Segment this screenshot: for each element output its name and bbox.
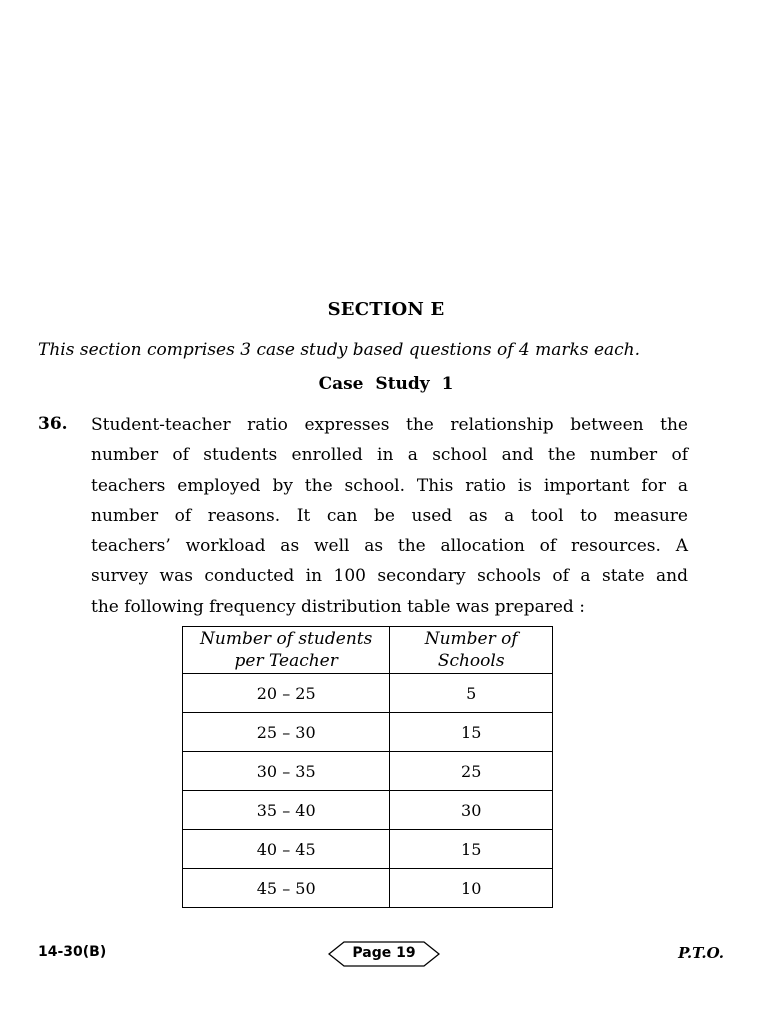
page-number-label: Page 19 xyxy=(352,945,416,961)
frequency-cell: 10 xyxy=(390,869,553,908)
frequency-table xyxy=(182,626,553,908)
table-row xyxy=(183,830,553,869)
class-interval-cell: 25 – 30 xyxy=(183,713,390,752)
class-interval-cell: 30 – 35 xyxy=(183,752,390,791)
question-line: number of reasons. It can be used as a tool to measure xyxy=(91,505,688,526)
header-line: per Teacher xyxy=(234,651,338,671)
header-students-per-teacher xyxy=(183,627,390,674)
question-line: teachers employed by the school. This ratio is important for a xyxy=(91,475,688,496)
header-line: Number of xyxy=(424,629,518,649)
table-row xyxy=(183,791,553,830)
pto-label: P.T.O. xyxy=(678,944,724,962)
frequency-cell: 15 xyxy=(390,713,553,752)
table-row xyxy=(183,752,553,791)
class-interval-cell: 35 – 40 xyxy=(183,791,390,830)
table-header-row xyxy=(183,627,553,674)
class-interval-cell: 45 – 50 xyxy=(183,869,390,908)
frequency-cell: 15 xyxy=(390,830,553,869)
header-line: Number of students xyxy=(200,629,373,649)
question-line: the following frequency distribution table was prepared : xyxy=(91,596,585,617)
frequency-cell: 30 xyxy=(390,791,553,830)
table-row xyxy=(183,713,553,752)
case-study-title: Case Study 1 xyxy=(318,374,454,394)
section-title: SECTION E xyxy=(327,299,445,320)
question-line: teachers’ workload as well as the allocation of resources. A xyxy=(91,536,688,557)
class-interval-cell: 40 – 45 xyxy=(183,830,390,869)
frequency-cell: 25 xyxy=(390,752,553,791)
frequency-cell: 5 xyxy=(390,674,553,713)
question-text xyxy=(91,410,688,622)
class-interval-cell: 20 – 25 xyxy=(183,674,390,713)
section-intro: This section comprises 3 case study based questions of 4 marks each. xyxy=(38,340,641,360)
header-line: Schools xyxy=(437,651,505,671)
question-number: 36. xyxy=(38,414,68,434)
paper-code: 14-30(B) xyxy=(38,944,107,960)
question-line: number of students enrolled in a school and the number of xyxy=(91,445,688,466)
page-number-badge xyxy=(328,940,440,968)
table-row xyxy=(183,674,553,713)
question-line: survey was conducted in 100 secondary schools of a state and xyxy=(91,566,688,587)
header-number-of-schools xyxy=(390,627,553,674)
question-line: Student-teacher ratio expresses the relationship between the xyxy=(91,415,688,435)
table-row xyxy=(183,869,553,908)
